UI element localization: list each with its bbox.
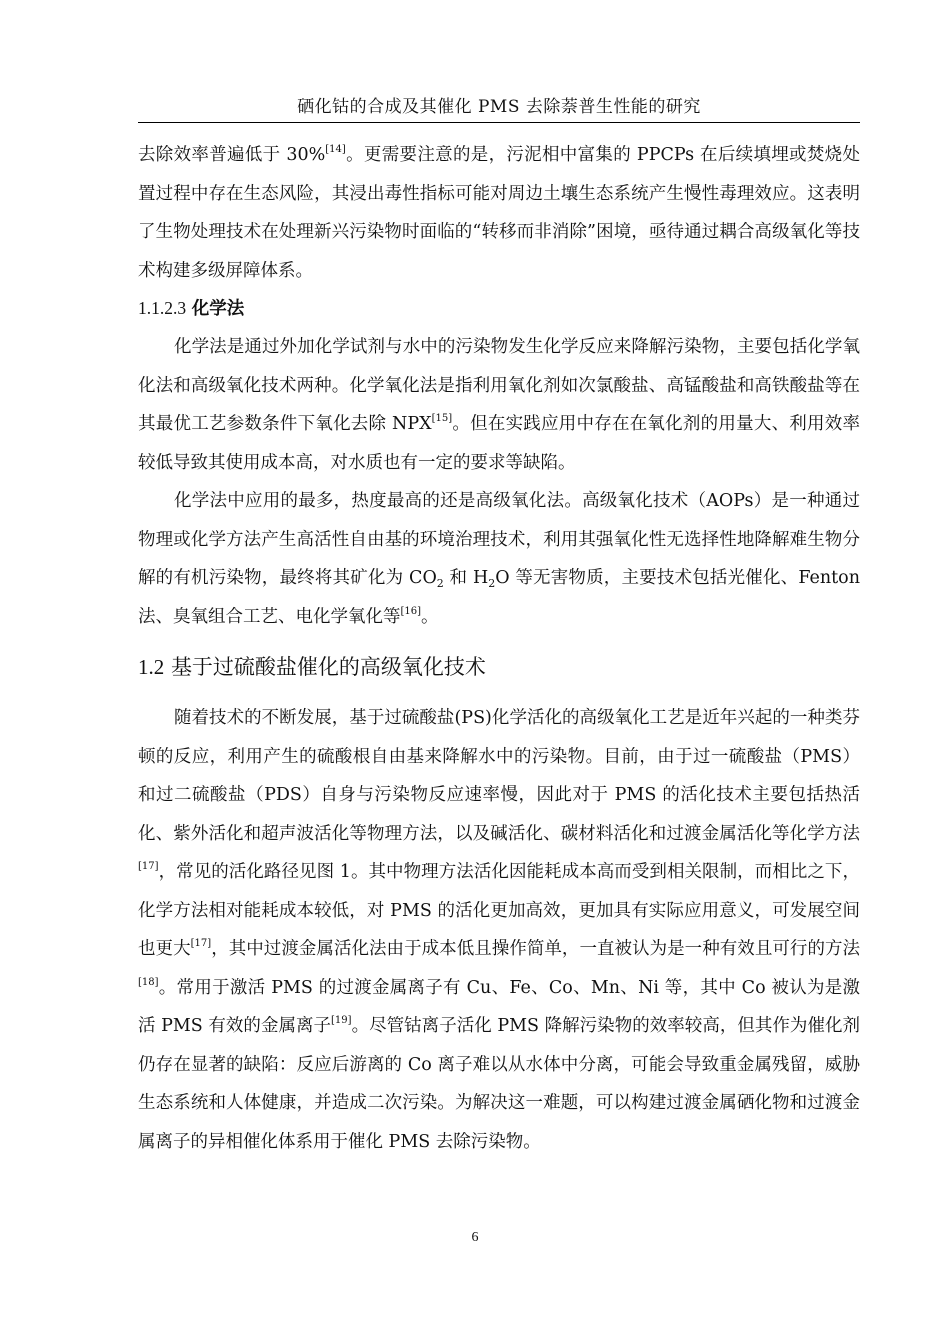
text-run: 化学法是通过外加化学试剂与水中的污染物发生化学反应来降解污染物，主要包括化学氧化法和高级氧化技术两种。化学氧化法是指利用氧化剂如次氯酸盐、高锰酸盐和高铁酸盐等在其最优工艺参数条件下氧化去除 NPX: [138, 337, 860, 434]
text-run: 。尽管钴离子活化 PMS 降解污染物的效率较高，但其作为催化剂仍存在显著的缺陷：反应后游离的 Co 离子难以从水体中分离，可能会导致重金属残留，威胁生态系统和人体健康，并造成二次污染。为解决这一难题，可以构建过渡金属硒化物和过渡金属离子的异相催化体系用于催化 PMS 去除污染物。: [138, 1016, 860, 1152]
text-run: ，其中过渡金属活化法由于成本低且操作简单，一直被认为是一种有效且可行的方法: [211, 939, 861, 959]
text-run: 去除效率普遍低于 30%: [138, 145, 326, 165]
page-number: 6: [471, 1230, 479, 1245]
text-run: 。常用于激活 PMS 的过渡金属离子有 Cu、Fe、Co、Mn、Ni 等，其中 Co 被认为是激活 PMS 有效的金属离子: [138, 977, 860, 1036]
subscript: 2: [436, 577, 444, 590]
paragraph-chemical-method: [138, 328, 860, 482]
citation: [17]: [190, 938, 212, 949]
citation: [18]: [138, 976, 159, 988]
section-heading-1-1-2-3: [138, 290, 860, 328]
citation: [15]: [431, 413, 453, 424]
text-run: ，常见的活化路径见图 1。其中物理方法活化因能耗成本高而受到相关限制，而相比之下，化学方法相对能耗成本较低，对 PMS 的活化更加高效，更加具有实际应用意义，可发展空间也更大: [138, 862, 860, 959]
citation: [17]: [138, 861, 159, 872]
text-run: 随着技术的不断发展，基于过硫酸盐(PS)化学活化的高级氧化工艺是近年兴起的一种类芬顿的反应，利用产生的硫酸根自由基来降解水中的污染物。目前，由于过一硫酸盐（PMS）和过二硫酸盐（PDS）自身与污染物反应速率慢，因此对于 PMS 的活化技术主要包括热活化、紫外活化和超声波活化等物理方法，以及碱活化、碳材料活化和过渡金属活化等化学方法: [138, 708, 860, 844]
text-run: O 等无害物质，主要技术包括光催化、Fenton 法、臭氧组合工艺、电化学氧化等: [138, 568, 860, 627]
header-rule: [138, 122, 860, 123]
paragraph-persulfate: [138, 699, 860, 1161]
text-run: 。更需要注意的是，污泥相中富集的 PPCPs 在后续填埋或焚烧处置过程中存在生态风险，其浸出毒性指标可能对周边土壤生态系统产生慢性毒理效应。这表明了生物处理技术在处理新兴污染物时面临的“转移而非消除”困境，亟待通过耦合高级氧化等技术构建多级屏障体系。: [138, 145, 860, 281]
page-body: [138, 136, 860, 1161]
section-number: 1.1.2.3: [138, 298, 187, 318]
section-heading-1-2: [138, 650, 860, 684]
subscript: 2: [488, 577, 496, 590]
section-title: 化学法: [191, 299, 245, 319]
citation: [16]: [400, 605, 422, 617]
text-run: 。: [421, 606, 439, 627]
paragraph-aops: [138, 482, 860, 636]
text-run: 和 H: [443, 568, 489, 588]
running-header: 硒化钴的合成及其催化 PMS 去除萘普生性能的研究: [297, 97, 701, 117]
text-run: 。但在实践应用中存在在氧化剂的用量大、利用效率较低导致其使用成本高，对水质也有一定的要求等缺陷。: [138, 414, 861, 473]
section-title: 基于过硫酸盐催化的高级氧化技术: [170, 655, 486, 679]
citation: [19]: [331, 1015, 352, 1026]
text-run: 化学法中应用的最多，热度最高的还是高级氧化法。高级氧化技术（AOPs）是一种通过物理或化学方法产生高活性自由基的环境治理技术，利用其强氧化性无选择性地降解难生物分解的有机污染物，最终将其矿化为 CO: [138, 491, 860, 588]
section-number: 1.2: [138, 655, 165, 679]
citation: [14]: [325, 144, 346, 155]
paragraph-continuation: [138, 136, 860, 290]
